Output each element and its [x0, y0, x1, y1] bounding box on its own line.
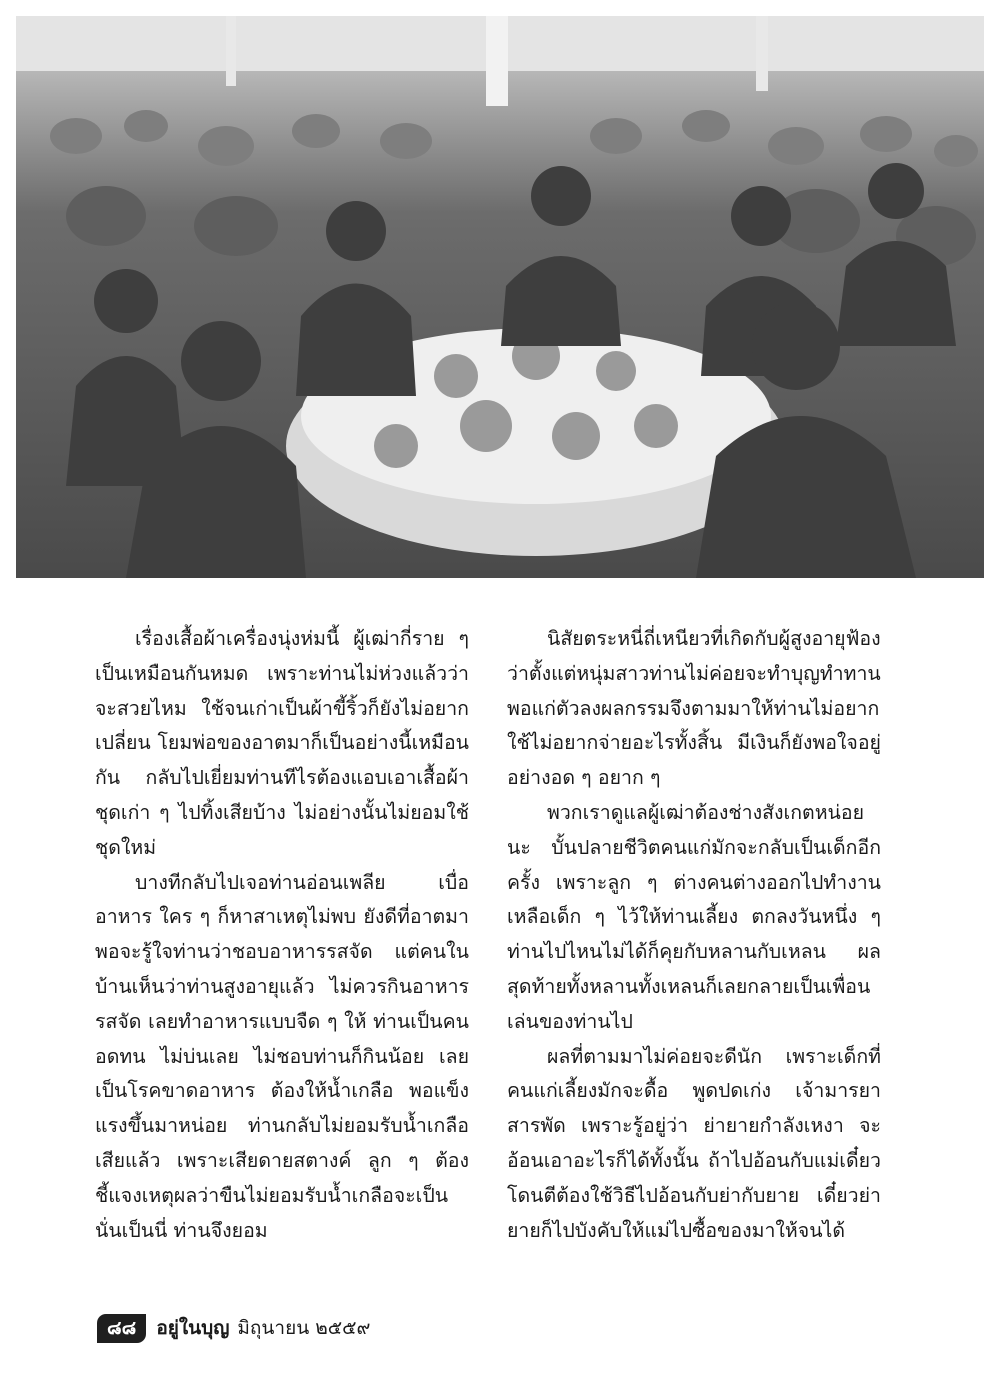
article-paragraph: เรื่องเสื้อผ้าเครื่องนุ่งห่มนี้ ผู้เฒ่ากี่ราย ๆ เป็นเหมือนกันหมด เพราะท่านไม่ห่วงแล้วว่าจะสวยไหม ใช้จนเก่าเป็นผ้าขี้ริ้วก็ยังไม่อยากเปลี่ยน โยมพ่อของอาตมาก็เป็นอย่างนี้เหมือนกัน กลับไปเยี่ยมท่านทีไรต้องแอบเอาเสื้อผ้าชุดเก่า ๆ ไปทิ้งเสียบ้าง ไม่อย่างนั้นไม่ยอมใช้ชุดใหม่ [95, 627, 469, 859]
article-paragraph: นิสัยตระหนี่ถี่เหนียวที่เกิดกับผู้สูงอายุฟ้องว่าตั้งแต่หนุ่มสาวท่านไม่ค่อยจะทำบุญทำทาน พอแก่ตัวลงผลกรรมจึงตามมาให้ท่านไม่อยากใช้ไม่อยากจ่ายอะไรทั้งสิ้น มีเงินก็ยังพอใจอยู่อย่างอด ๆ อยาก ๆ [507, 627, 881, 790]
page-footer [97, 1313, 370, 1343]
article-paragraph: บางทีกลับไปเจอท่านอ่อนเพลีย เบื่ออาหาร ใคร ๆ ก็หาสาเหตุไม่พบ ยังดีที่อาตมาพอจะรู้ใจท่านว่าชอบอาหารรสจัด แต่คนในบ้านเห็นว่าท่านสูงอายุแล้ว ไม่ควรกินอาหารรสจัด เลยทำอาหารแบบจืด ๆ ให้ ท่านเป็นคนอดทน ไม่บ่นเลย ไม่ชอบท่านก็กินน้อย เลยเป็นโรคขาดอาหาร ต้องให้น้ำเกลือ พอแข็งแรงขึ้นมาหน่อย ท่านกลับไม่ยอมรับน้ำเกลือเสียแล้ว เพราะเสียดายสตางค์ ลูก ๆ ต้องชี้แจงเหตุผลว่าขืนไม่ยอมรับน้ำเกลือจะเป็นนั่นเป็นนี่ ท่านจึงยอม [95, 870, 469, 1242]
article-photo [16, 16, 984, 578]
issue-date: มิถุนายน ๒๕๕๙ [237, 1317, 371, 1339]
article-paragraph: พวกเราดูแลผู้เฒ่าต้องช่างสังเกตหน่อยนะ บั้นปลายชีวิตคนแก่มักจะกลับเป็นเด็กอีกครั้ง เพราะลูก ๆ ต่างคนต่างออกไปทำงาน เหลือเด็ก ๆ ไว้ให้ท่านเลี้ยง ตกลงวันหนึ่ง ๆ ท่านไปไหนไม่ได้ก็คุยกับหลานกับเหลน ผลสุดท้ายทั้งหลานทั้งเหลนก็เลยกลายเป็นเพื่อนเล่นของท่านไป [507, 800, 881, 1033]
article-column-right [507, 622, 881, 1248]
article-paragraph: ผลที่ตามมาไม่ค่อยจะดีนัก เพราะเด็กที่คนแก่เลี้ยงมักจะดื้อ พูดปดเก่ง เจ้ามารยาสารพัด เพราะรู้อยู่ว่า ย่ายายกำลังเหงา จะอ้อนเอาอะไรก็ได้ทั้งนั้น ถ้าไปอ้อนกับแม่เดี๋ยวโดนตีต้องใช้วิธีไปอ้อนกับย่ากับยาย เดี๋ยวย่ายายก็ไปบังคับให้แม่ไปซื้อของมาให้จนได้ [507, 1044, 881, 1242]
article-column-left [95, 622, 469, 1248]
magazine-title: อยู่ในบุญ [156, 1317, 230, 1339]
monks-dining-photo-icon [16, 16, 984, 578]
page-number: ๘๘ [97, 1314, 146, 1343]
